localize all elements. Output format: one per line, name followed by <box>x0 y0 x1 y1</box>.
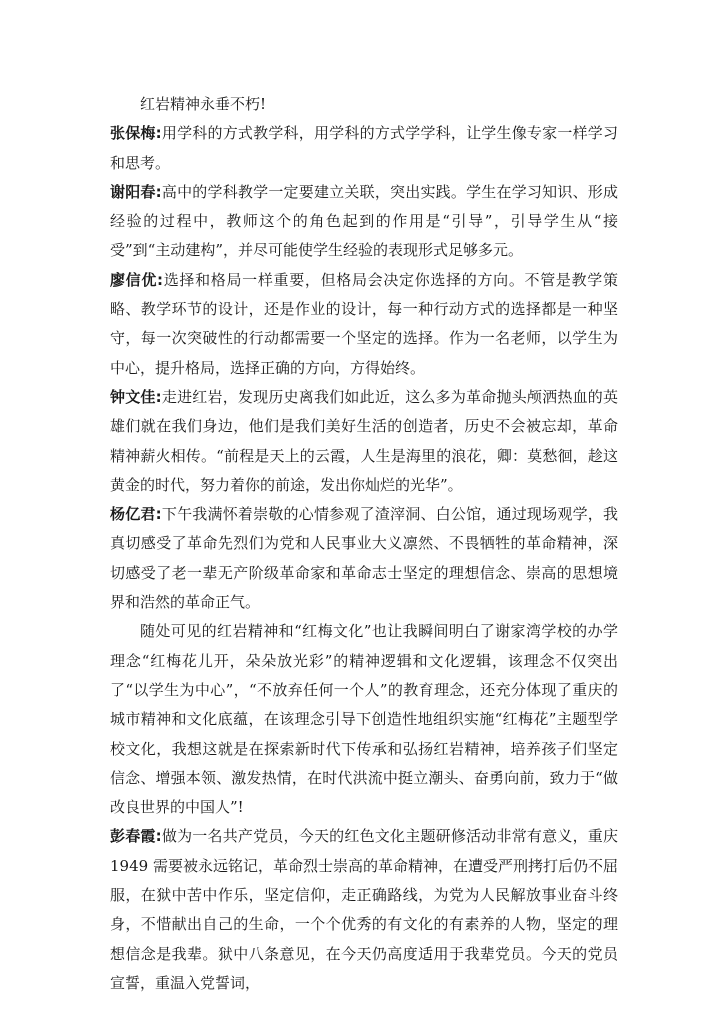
paragraph-yang-yijun <box>110 500 618 617</box>
speaker-name: 谢阳春: <box>110 182 162 201</box>
paragraph-text: 红岩精神永垂不朽! <box>140 95 267 113</box>
paragraph-text: 随处可见的红岩精神和“红梅文化”也让我瞬间明白了谢家湾学校的办学理念“红梅花儿开，朵朵放光彩”的精神逻辑和文化逻辑，该理念不仅突出了“以学生为中心”，“不放弃任何一个人”的教育理念，还充分体现了重庆的城市精神和文化底蕴，在该理念引导下创造性地组织实施“红梅花”主题型学校文化，我想这就是在探索新时代下传承和弘扬红岩精神，培养孩子们坚定信念、增强本领、激发热情，在时代洪流中挺立潮头、奋勇向前，致力于“做改良世界的中国人”! <box>110 622 618 817</box>
paragraph-text: 高中的学科教学一定要建立关联，突出实践。学生在学习知识、形成经验的过程中，教师这个的角色起到的作用是“引导”，引导学生从“接受”到“主动建构”，并尽可能使学生经验的表现形式足够多元。 <box>110 182 618 260</box>
paragraph-zhang-baomei <box>110 119 618 178</box>
speaker-name: 廖信优: <box>110 270 164 289</box>
paragraph-text: 用学科的方式教学科，用学科的方式学学科，让学生像专家一样学习和思考。 <box>110 124 618 172</box>
speaker-name: 杨亿君: <box>110 505 162 524</box>
paragraph-liao-xinyou <box>110 266 618 383</box>
paragraph-text: 做为一名共产党员，今天的红色文化主题研修活动非常有意义，重庆 1949 需要被永远铭记，革命烈士崇高的革命精神，在遭受严刑拷打后仍不屈服，在狱中苦中作乐，坚定信仰，走正确路线，为党为人民解放事业奋斗终身，不惜献出自己的生命，一个个优秀的有文化的有素养的人物，坚定的理想信念是我辈。狱中八条意见，在今天仍高度适用于我辈党员。今天的党员宣誓，重温入党誓词， <box>110 827 618 992</box>
paragraph-text: 选择和格局一样重要，但格局会决定你选择的方向。不管是教学策略、教学环节的设计，还是作业的设计，每一种行动方式的选择都是一种坚守，每一次突破性的行动都需要一个坚定的选择。作为一名老师，以学生为中心，提升格局，选择正确的方向，方得始终。 <box>110 270 618 377</box>
speaker-name: 张保梅: <box>110 124 162 143</box>
paragraph-text: 走进红岩，发现历史离我们如此近，这么多为革命抛头颅洒热血的英雄们就在我们身边，他们是我们美好生活的创造者，历史不会被忘却，革命精神薪火相传。“前程是天上的云霞，人生是海里的浪花，卿：莫愁徊，趁这黄金的时代，努力着你的前途，发出你灿烂的光华”。 <box>110 387 618 494</box>
paragraph-hongmei-culture <box>110 617 618 822</box>
document-body <box>110 90 618 998</box>
paragraph-xie-yangchun <box>110 178 618 266</box>
paragraph-closing-slogan <box>110 90 618 119</box>
paragraph-peng-chunxia <box>110 822 618 998</box>
paragraph-text: 下午我满怀着崇敬的心情参观了渣滓洞、白公馆，通过现场观学，我真切感受了革命先烈们为党和人民事业大义凛然、不畏牺牲的革命精神，深切感受了老一辈无产阶级革命家和革命志士坚定的理想信念、崇高的思想境界和浩然的革命正气。 <box>110 505 618 612</box>
speaker-name: 钟文佳: <box>110 387 162 406</box>
paragraph-zhong-wenjia <box>110 383 618 500</box>
speaker-name: 彭春霞: <box>110 827 162 846</box>
